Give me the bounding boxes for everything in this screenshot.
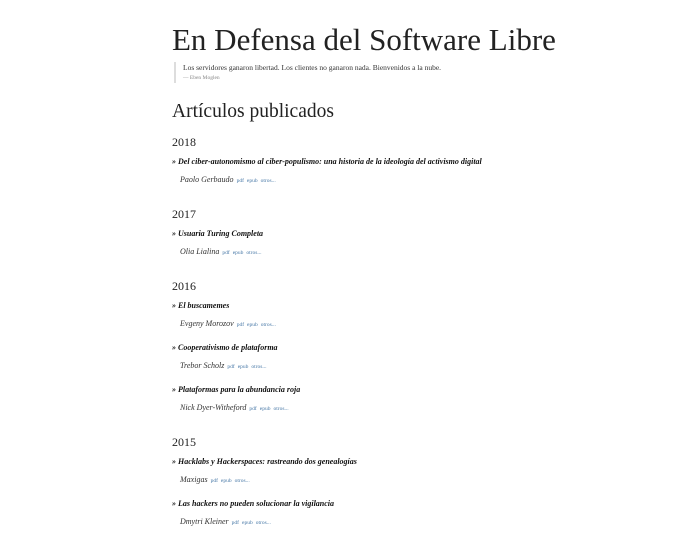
article-title-link[interactable]: » Hacklabs y Hackerspaces: rastreando dos genealogías — [172, 457, 357, 466]
others-link[interactable]: otros... — [260, 178, 276, 184]
pdf-link[interactable]: pdf — [236, 322, 245, 328]
epub-link[interactable]: epub — [246, 178, 258, 184]
epigraph — [174, 62, 652, 83]
others-link[interactable]: otros... — [246, 250, 262, 256]
article-title-link[interactable]: » Del ciber-autonomismo al ciber-populismo: una historia de la ideología del activismo digital — [172, 157, 482, 166]
pdf-link[interactable]: pdf — [210, 478, 218, 484]
year-heading: 2016 — [172, 279, 196, 293]
page-content — [172, 22, 652, 538]
section-title: Artículos publicados — [172, 101, 334, 122]
epub-link[interactable]: epub — [220, 478, 232, 484]
pdf-link[interactable]: pdf — [222, 250, 230, 256]
others-link[interactable]: otros... — [251, 364, 267, 370]
year-heading: 2015 — [172, 435, 196, 449]
quote-text: Los servidores ganaron libertad. Los clientes no ganaron nada. Bienvenidos a la nube. — [183, 63, 442, 72]
epub-link[interactable]: epub — [242, 520, 253, 526]
article-title-link[interactable]: » Plataformas para la abundancia roja — [172, 385, 301, 394]
quote-author: — Eben Moglen — [183, 75, 220, 81]
year-heading: 2018 — [172, 135, 196, 149]
others-link[interactable]: otros... — [234, 478, 250, 484]
others-link[interactable]: otros... — [255, 520, 271, 526]
article-title-link[interactable]: » Usuaria Turing Completa — [172, 229, 264, 238]
article-meta — [172, 171, 652, 196]
article-author: Nick Dyer-Witheford — [180, 403, 247, 412]
pdf-link[interactable]: pdf — [249, 406, 257, 412]
article-title-link[interactable]: » Las hackers no pueden solucionar la vigilancia — [172, 499, 335, 508]
article-meta — [172, 243, 652, 268]
epub-link[interactable]: epub — [237, 364, 249, 370]
article-title-link[interactable]: » Cooperativismo de plataforma — [172, 343, 278, 352]
article-list — [172, 130, 652, 538]
epub-link[interactable]: epub — [232, 250, 244, 256]
article-author: Evgeny Morozov — [180, 319, 234, 328]
article-author: Dmytri Kleiner — [180, 517, 229, 526]
article-author: Paolo Gerbaudo — [180, 175, 234, 184]
others-link[interactable]: otros... — [273, 406, 289, 412]
article-author: Olia Lialina — [180, 247, 220, 256]
article-meta — [172, 315, 652, 340]
article-meta — [172, 471, 652, 496]
year-heading: 2017 — [172, 207, 196, 221]
pdf-link[interactable]: pdf — [227, 364, 235, 370]
article-meta — [172, 357, 652, 382]
article-meta — [172, 513, 652, 538]
article-author: Maxigas — [180, 475, 208, 484]
pdf-link[interactable]: pdf — [236, 178, 244, 184]
site-title: En Defensa del Software Libre — [172, 22, 556, 57]
others-link[interactable]: otros... — [260, 322, 276, 328]
epub-link[interactable]: epub — [247, 322, 258, 328]
pdf-link[interactable]: pdf — [231, 520, 240, 526]
article-title-link[interactable]: » El buscamemes — [172, 301, 230, 310]
article-meta — [172, 399, 652, 424]
article-author: Trebor Scholz — [180, 361, 225, 370]
epub-link[interactable]: epub — [259, 406, 271, 412]
